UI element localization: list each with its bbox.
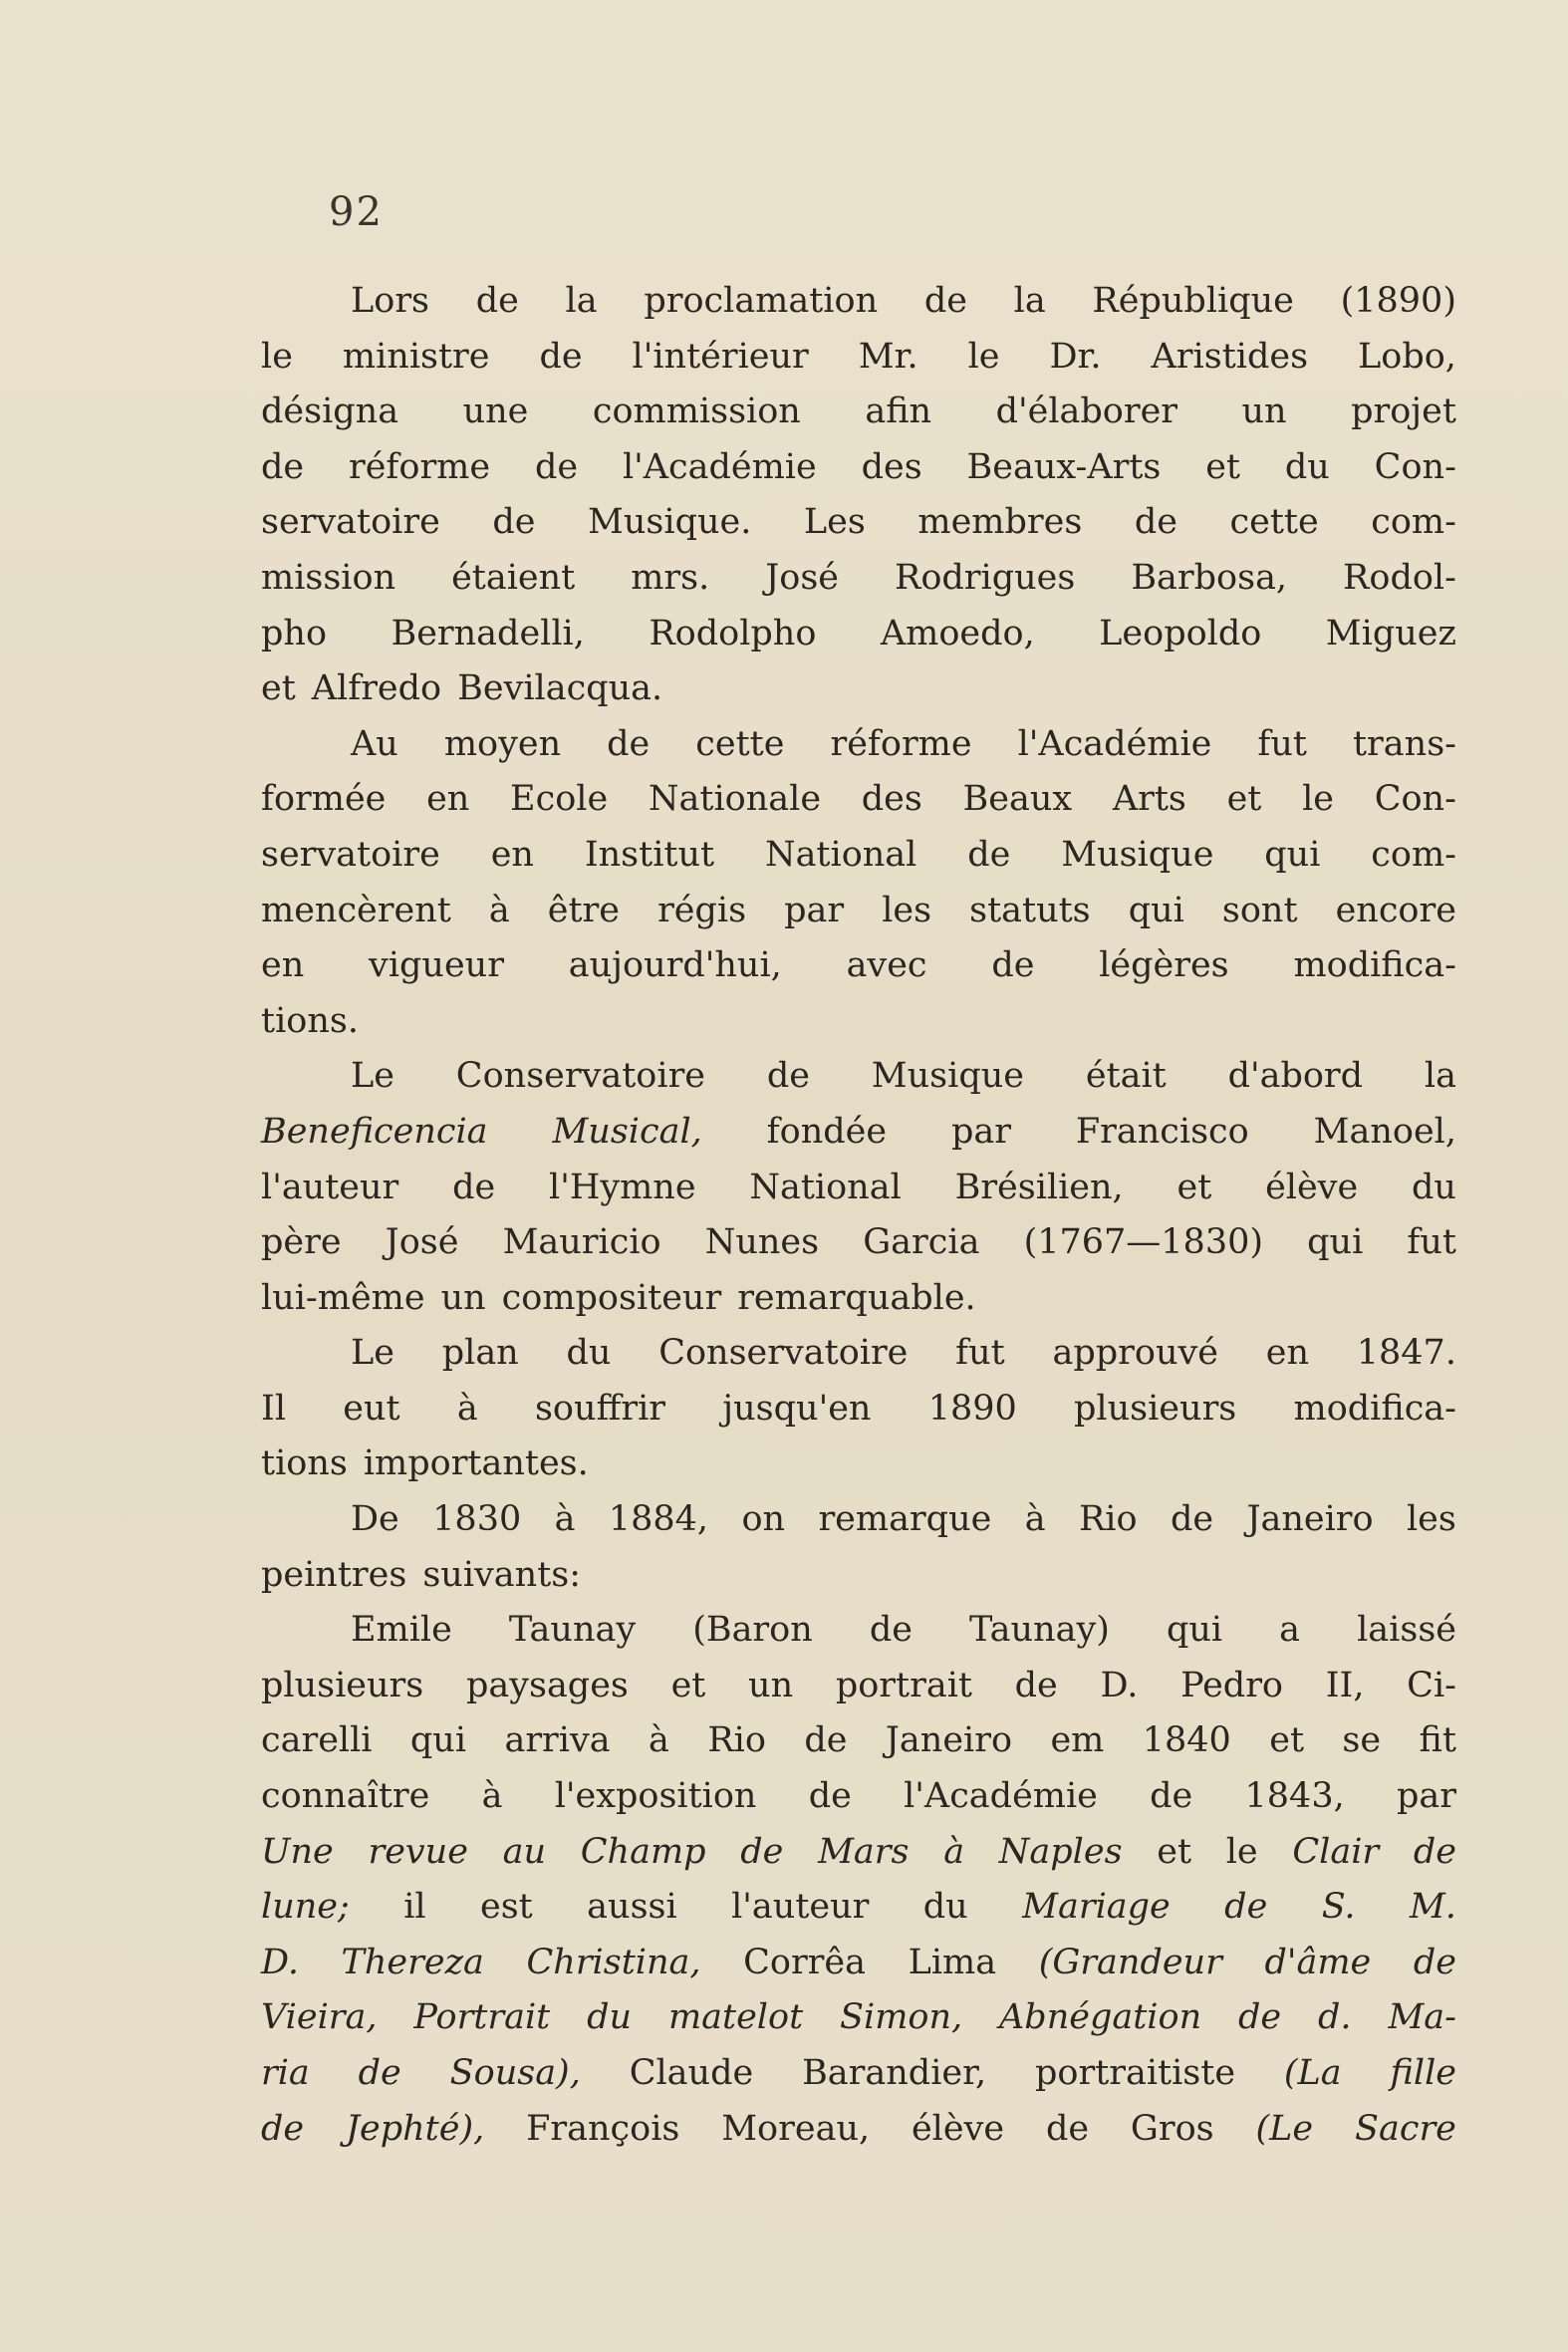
- word: Une: [261, 1831, 334, 1872]
- word: était: [1085, 1056, 1167, 1097]
- word: qui: [1128, 890, 1184, 930]
- word: formée: [261, 779, 387, 820]
- word: de: [740, 1831, 784, 1872]
- text-line: [261, 828, 1456, 884]
- word: Rodolpho: [649, 613, 817, 653]
- word: De: [351, 1499, 399, 1540]
- word: Taunay): [969, 1610, 1110, 1651]
- word: Beneficencia: [261, 1111, 488, 1152]
- word: le: [967, 336, 1000, 377]
- word: être: [547, 890, 621, 930]
- word: un: [1241, 392, 1287, 432]
- word: Beaux-Arts: [966, 446, 1162, 487]
- text-line: [261, 495, 1456, 551]
- word: Les: [803, 502, 866, 543]
- word: paysages: [465, 1665, 629, 1705]
- text-line: [261, 2046, 1456, 2102]
- word: Abnégation: [999, 1997, 1202, 2038]
- word: Conservatoire: [455, 1056, 706, 1097]
- word: et: [670, 1665, 706, 1705]
- text-line: [261, 1936, 1456, 1991]
- word: 1840: [1142, 1720, 1231, 1761]
- text-line: [261, 1105, 1456, 1161]
- word: cette: [695, 723, 785, 764]
- word: Francisco: [1075, 1111, 1249, 1152]
- word: revue: [368, 1831, 468, 1872]
- word: de: [1238, 1997, 1282, 2038]
- word: par: [950, 1111, 1011, 1152]
- word: au: [502, 1831, 547, 1872]
- page-number: 92: [329, 189, 384, 235]
- word: réforme: [348, 446, 491, 487]
- word: carelli: [261, 1720, 373, 1761]
- word: approuvé: [1052, 1333, 1218, 1374]
- word: on: [741, 1499, 786, 1540]
- word: de: [492, 502, 536, 543]
- word: arriva: [504, 1720, 611, 1761]
- word: tions: [261, 1443, 348, 1484]
- word: modifica-: [1293, 945, 1456, 986]
- word: Bevilacqua.: [457, 668, 663, 709]
- word: de: [991, 945, 1035, 986]
- word: en: [261, 945, 305, 986]
- word: Manoel,: [1313, 1111, 1456, 1152]
- word: portraitiste: [1034, 2053, 1236, 2093]
- word: Arts: [1112, 779, 1186, 820]
- word: National: [749, 1167, 902, 1207]
- word: Lima: [908, 1942, 997, 1982]
- word: servatoire: [261, 834, 440, 875]
- word: a: [1279, 1610, 1301, 1651]
- word: Musique: [871, 1056, 1024, 1097]
- word: II,: [1325, 1665, 1365, 1705]
- text-line: [261, 385, 1456, 440]
- text-line: [261, 1880, 1456, 1936]
- word: est: [480, 1887, 533, 1928]
- text-line: [261, 607, 1456, 662]
- text-line: [261, 274, 1456, 330]
- word: Bernadelli,: [391, 613, 585, 653]
- word: Janeiro: [885, 1720, 1013, 1761]
- word: et: [1226, 779, 1262, 820]
- text-line: [261, 1326, 1456, 1382]
- word: Rio: [1078, 1499, 1138, 1540]
- word: le: [1302, 779, 1334, 820]
- word: de: [261, 2108, 305, 2149]
- word: par: [784, 890, 845, 930]
- word: (1890): [1340, 281, 1456, 321]
- word: de: [452, 1167, 496, 1207]
- text-line: [261, 1769, 1456, 1825]
- word: à: [554, 1499, 576, 1540]
- word: modifica-: [1293, 1388, 1456, 1429]
- word: de: [1045, 2108, 1090, 2149]
- text-line: [261, 1271, 1456, 1327]
- word: matelot: [667, 1997, 804, 2038]
- word: suivants:: [422, 1554, 582, 1595]
- text-line: [261, 1825, 1456, 1881]
- text-line: [261, 1049, 1456, 1105]
- word: (Grandeur: [1038, 1942, 1222, 1982]
- word: l'exposition: [554, 1776, 757, 1817]
- word: Simon,: [840, 1997, 963, 2038]
- word: et: [1205, 446, 1240, 487]
- word: remarque: [818, 1499, 992, 1540]
- word: mencèrent: [261, 890, 451, 930]
- text-line: [261, 440, 1456, 496]
- word: connaître: [261, 1776, 430, 1817]
- word: souffrir: [534, 1388, 666, 1429]
- word: désigna: [261, 392, 399, 432]
- word: plan: [441, 1333, 519, 1374]
- word: par: [1396, 1776, 1456, 1817]
- word: de: [808, 1776, 852, 1817]
- word: D.: [261, 1942, 299, 1982]
- word: qui: [1307, 1222, 1364, 1263]
- word: Mauricio: [502, 1222, 661, 1263]
- word: la: [1013, 281, 1046, 321]
- word: Mars: [818, 1831, 910, 1872]
- word: tions.: [261, 1000, 359, 1041]
- word: du: [1284, 446, 1330, 487]
- word: il: [403, 1887, 426, 1928]
- word: 1884,: [608, 1499, 709, 1540]
- word: Gros: [1130, 2108, 1214, 2149]
- word: de: [804, 1720, 848, 1761]
- word: le: [261, 336, 293, 377]
- word: eut: [343, 1388, 400, 1429]
- word: l'Hymne: [549, 1167, 696, 1207]
- word: l'auteur: [261, 1167, 399, 1207]
- word: République: [1092, 281, 1294, 321]
- word: du: [922, 1887, 968, 1928]
- word: commission: [592, 392, 801, 432]
- word: lune;: [261, 1887, 350, 1928]
- word: Nationale: [648, 779, 822, 820]
- word: fut: [1407, 1222, 1456, 1263]
- word: plusieurs: [1074, 1388, 1237, 1429]
- word: Rio: [707, 1720, 766, 1761]
- word: à: [456, 1388, 478, 1429]
- word: à: [488, 890, 510, 930]
- word: d'âme: [1264, 1942, 1372, 1982]
- word: Musical,: [552, 1111, 702, 1152]
- word: lui-même: [261, 1277, 425, 1318]
- word: com-: [1371, 502, 1456, 543]
- word: (Le: [1255, 2108, 1314, 2149]
- word: aussi: [587, 1887, 677, 1928]
- word: étaient: [451, 557, 576, 598]
- word: Musique: [1061, 834, 1214, 875]
- word: 1847.: [1356, 1333, 1456, 1374]
- word: mrs.: [631, 557, 710, 598]
- word: Alfredo: [311, 668, 442, 709]
- word: jusqu'en: [722, 1388, 872, 1429]
- word: Mr.: [858, 336, 918, 377]
- word: importantes.: [363, 1443, 589, 1484]
- word: Pedro: [1180, 1665, 1284, 1705]
- word: l'Académie: [1017, 723, 1212, 764]
- text-line: [261, 884, 1456, 939]
- word: de: [923, 281, 967, 321]
- word: Claude: [629, 2053, 754, 2093]
- word: à: [1024, 1499, 1046, 1540]
- word: une: [462, 392, 529, 432]
- word: 1890: [927, 1388, 1017, 1429]
- text-line: [261, 938, 1456, 994]
- word: Ci-: [1407, 1665, 1456, 1705]
- word: Moreau,: [721, 2108, 871, 2149]
- word: aujourd'hui,: [568, 945, 782, 986]
- word: portrait: [835, 1665, 972, 1705]
- word: proclamation: [644, 281, 879, 321]
- word: François: [526, 2108, 680, 2149]
- word: qui: [1166, 1610, 1223, 1651]
- word: un: [440, 1277, 486, 1318]
- word: Garcia: [863, 1222, 980, 1263]
- word: Amoedo,: [880, 613, 1035, 653]
- word: qui: [409, 1720, 467, 1761]
- text-line: [261, 1161, 1456, 1216]
- word: de: [607, 723, 651, 764]
- word: Brésilien,: [954, 1167, 1124, 1207]
- word: sont: [1221, 890, 1298, 930]
- word: Ecole: [510, 779, 609, 820]
- word: de: [1224, 1887, 1268, 1928]
- word: de: [539, 336, 583, 377]
- word: Ma-: [1388, 1997, 1456, 2038]
- word: et: [1269, 1720, 1305, 1761]
- word: réforme: [830, 723, 972, 764]
- word: projet: [1351, 392, 1456, 432]
- word: 1830: [432, 1499, 522, 1540]
- word: à: [481, 1776, 503, 1817]
- text-line: [261, 994, 1456, 1050]
- text-line: [261, 1215, 1456, 1271]
- word: fut: [955, 1333, 1005, 1374]
- word: de: [1134, 502, 1177, 543]
- word: José: [765, 557, 839, 598]
- text-line: [261, 1437, 1456, 1492]
- word: statuts: [969, 890, 1091, 930]
- word: l'Académie: [622, 446, 817, 487]
- word: Conservatoire: [658, 1333, 909, 1374]
- word: moyen: [443, 723, 562, 764]
- word: et: [1176, 1167, 1212, 1207]
- word: Sacre: [1355, 2108, 1456, 2149]
- text-line: [261, 330, 1456, 386]
- word: encore: [1335, 890, 1456, 930]
- word: Aristides: [1151, 336, 1309, 377]
- word: Musique.: [588, 502, 752, 543]
- text-line: [261, 1713, 1456, 1769]
- text-line: [261, 1603, 1456, 1659]
- word: Le: [351, 1056, 394, 1097]
- word: M.: [1409, 1887, 1456, 1928]
- word: Le: [351, 1333, 394, 1374]
- word: Lors: [351, 281, 430, 321]
- word: Con-: [1374, 779, 1456, 820]
- word: Clair: [1292, 1831, 1380, 1872]
- word: Christina,: [526, 1942, 701, 1982]
- word: des: [861, 779, 922, 820]
- word: à: [649, 1720, 669, 1761]
- word: plusieurs: [261, 1665, 424, 1705]
- word: D.: [1100, 1665, 1139, 1705]
- word: l'auteur: [731, 1887, 870, 1928]
- word: ria: [261, 2053, 310, 2093]
- word: em: [1050, 1720, 1105, 1761]
- word: Con-: [1374, 446, 1456, 487]
- word: de: [1413, 1831, 1456, 1872]
- word: qui: [1264, 834, 1321, 875]
- word: trans-: [1352, 723, 1456, 764]
- word: com-: [1371, 834, 1456, 875]
- word: Barandier,: [802, 2053, 987, 2093]
- word: du: [1411, 1167, 1456, 1207]
- word: les: [882, 890, 932, 930]
- text-line: [261, 1990, 1456, 2046]
- word: des: [861, 446, 922, 487]
- word: Rodol-: [1343, 557, 1456, 598]
- word: membres: [917, 502, 1083, 543]
- word: Il: [261, 1388, 287, 1429]
- word: laissé: [1357, 1610, 1456, 1651]
- word: à: [943, 1831, 965, 1872]
- word: de: [766, 1056, 810, 1097]
- word: Barbosa,: [1131, 557, 1288, 598]
- word: de: [1170, 1499, 1214, 1540]
- word: (Baron: [692, 1610, 813, 1651]
- word: de: [967, 834, 1011, 875]
- text-line: [261, 1382, 1456, 1437]
- word: et: [1157, 1831, 1192, 1872]
- word: de: [1150, 1776, 1193, 1817]
- word: remarquable.: [737, 1277, 976, 1318]
- word: en: [1265, 1333, 1309, 1374]
- word: Janeiro: [1246, 1499, 1374, 1540]
- word: afin: [865, 392, 932, 432]
- word: de: [869, 1610, 913, 1651]
- text-line: [261, 1659, 1456, 1714]
- word: 1843,: [1244, 1776, 1345, 1817]
- word: de: [358, 2053, 401, 2093]
- word: avec: [846, 945, 927, 986]
- word: Institut: [584, 834, 715, 875]
- word: mission: [261, 557, 396, 598]
- text-line: [261, 717, 1456, 773]
- word: de: [534, 446, 579, 487]
- word: et: [261, 668, 296, 709]
- word: de: [1014, 1665, 1058, 1705]
- word: S.: [1321, 1887, 1356, 1928]
- word: du: [566, 1333, 612, 1374]
- word: régis: [657, 890, 747, 930]
- word: Rodrigues: [894, 557, 1076, 598]
- word: Dr.: [1049, 336, 1102, 377]
- word: élève: [911, 2108, 1005, 2149]
- word: fit: [1419, 1720, 1456, 1761]
- word: de: [261, 446, 305, 487]
- word: Jephté),: [345, 2108, 485, 2149]
- text-line: [261, 551, 1456, 607]
- word: Sousa),: [449, 2053, 581, 2093]
- word: servatoire: [261, 502, 440, 543]
- word: Champ: [580, 1831, 706, 1872]
- word: Portrait: [413, 1997, 551, 2038]
- word: la: [1424, 1056, 1456, 1097]
- word: fut: [1257, 723, 1307, 764]
- text-line: [261, 772, 1456, 828]
- word: Thereza: [341, 1942, 484, 1982]
- word: Leopoldo: [1099, 613, 1262, 653]
- word: d'abord: [1227, 1056, 1364, 1097]
- word: d.: [1318, 1997, 1352, 2038]
- word: Naples: [998, 1831, 1123, 1872]
- word: Mariage: [1022, 1887, 1171, 1928]
- word: en: [426, 779, 470, 820]
- word: (La: [1283, 2053, 1342, 2093]
- word: cette: [1229, 502, 1319, 543]
- word: National: [764, 834, 917, 875]
- word: de: [1413, 1942, 1456, 1982]
- word: un: [748, 1665, 794, 1705]
- word: de: [475, 281, 519, 321]
- word: père: [261, 1222, 342, 1263]
- word: José: [385, 1222, 459, 1263]
- word: compositeur: [501, 1277, 722, 1318]
- word: d'élaborer: [995, 392, 1178, 432]
- word: pho: [261, 613, 328, 653]
- body-text: [261, 274, 1456, 2157]
- text-line: [261, 1492, 1456, 1548]
- text-line: [261, 1548, 1456, 1604]
- word: la: [565, 281, 598, 321]
- word: se: [1342, 1720, 1382, 1761]
- word: Au: [351, 723, 398, 764]
- text-line: [261, 2102, 1456, 2158]
- word: fille: [1390, 2053, 1456, 2093]
- word: ministre: [342, 336, 490, 377]
- word: en: [490, 834, 534, 875]
- word: vigueur: [369, 945, 504, 986]
- word: Corrêa: [743, 1942, 866, 1982]
- word: peintres: [261, 1554, 407, 1595]
- word: fondée: [766, 1111, 888, 1152]
- word: Taunay: [508, 1610, 637, 1651]
- word: Emile: [351, 1610, 452, 1651]
- word: Beaux: [962, 779, 1073, 820]
- word: légères: [1099, 945, 1229, 986]
- word: Nunes: [704, 1222, 820, 1263]
- word: l'Académie: [904, 1776, 1098, 1817]
- word: (1767—1830): [1023, 1222, 1264, 1263]
- word: Vieira,: [261, 1997, 378, 2038]
- word: Miguez: [1325, 613, 1456, 653]
- text-line: [261, 661, 1456, 717]
- word: du: [587, 1997, 633, 2038]
- word: l'intérieur: [632, 336, 809, 377]
- word: élève: [1265, 1167, 1359, 1207]
- word: Lobo,: [1358, 336, 1456, 377]
- word: le: [1225, 1831, 1258, 1872]
- word: les: [1406, 1499, 1456, 1540]
